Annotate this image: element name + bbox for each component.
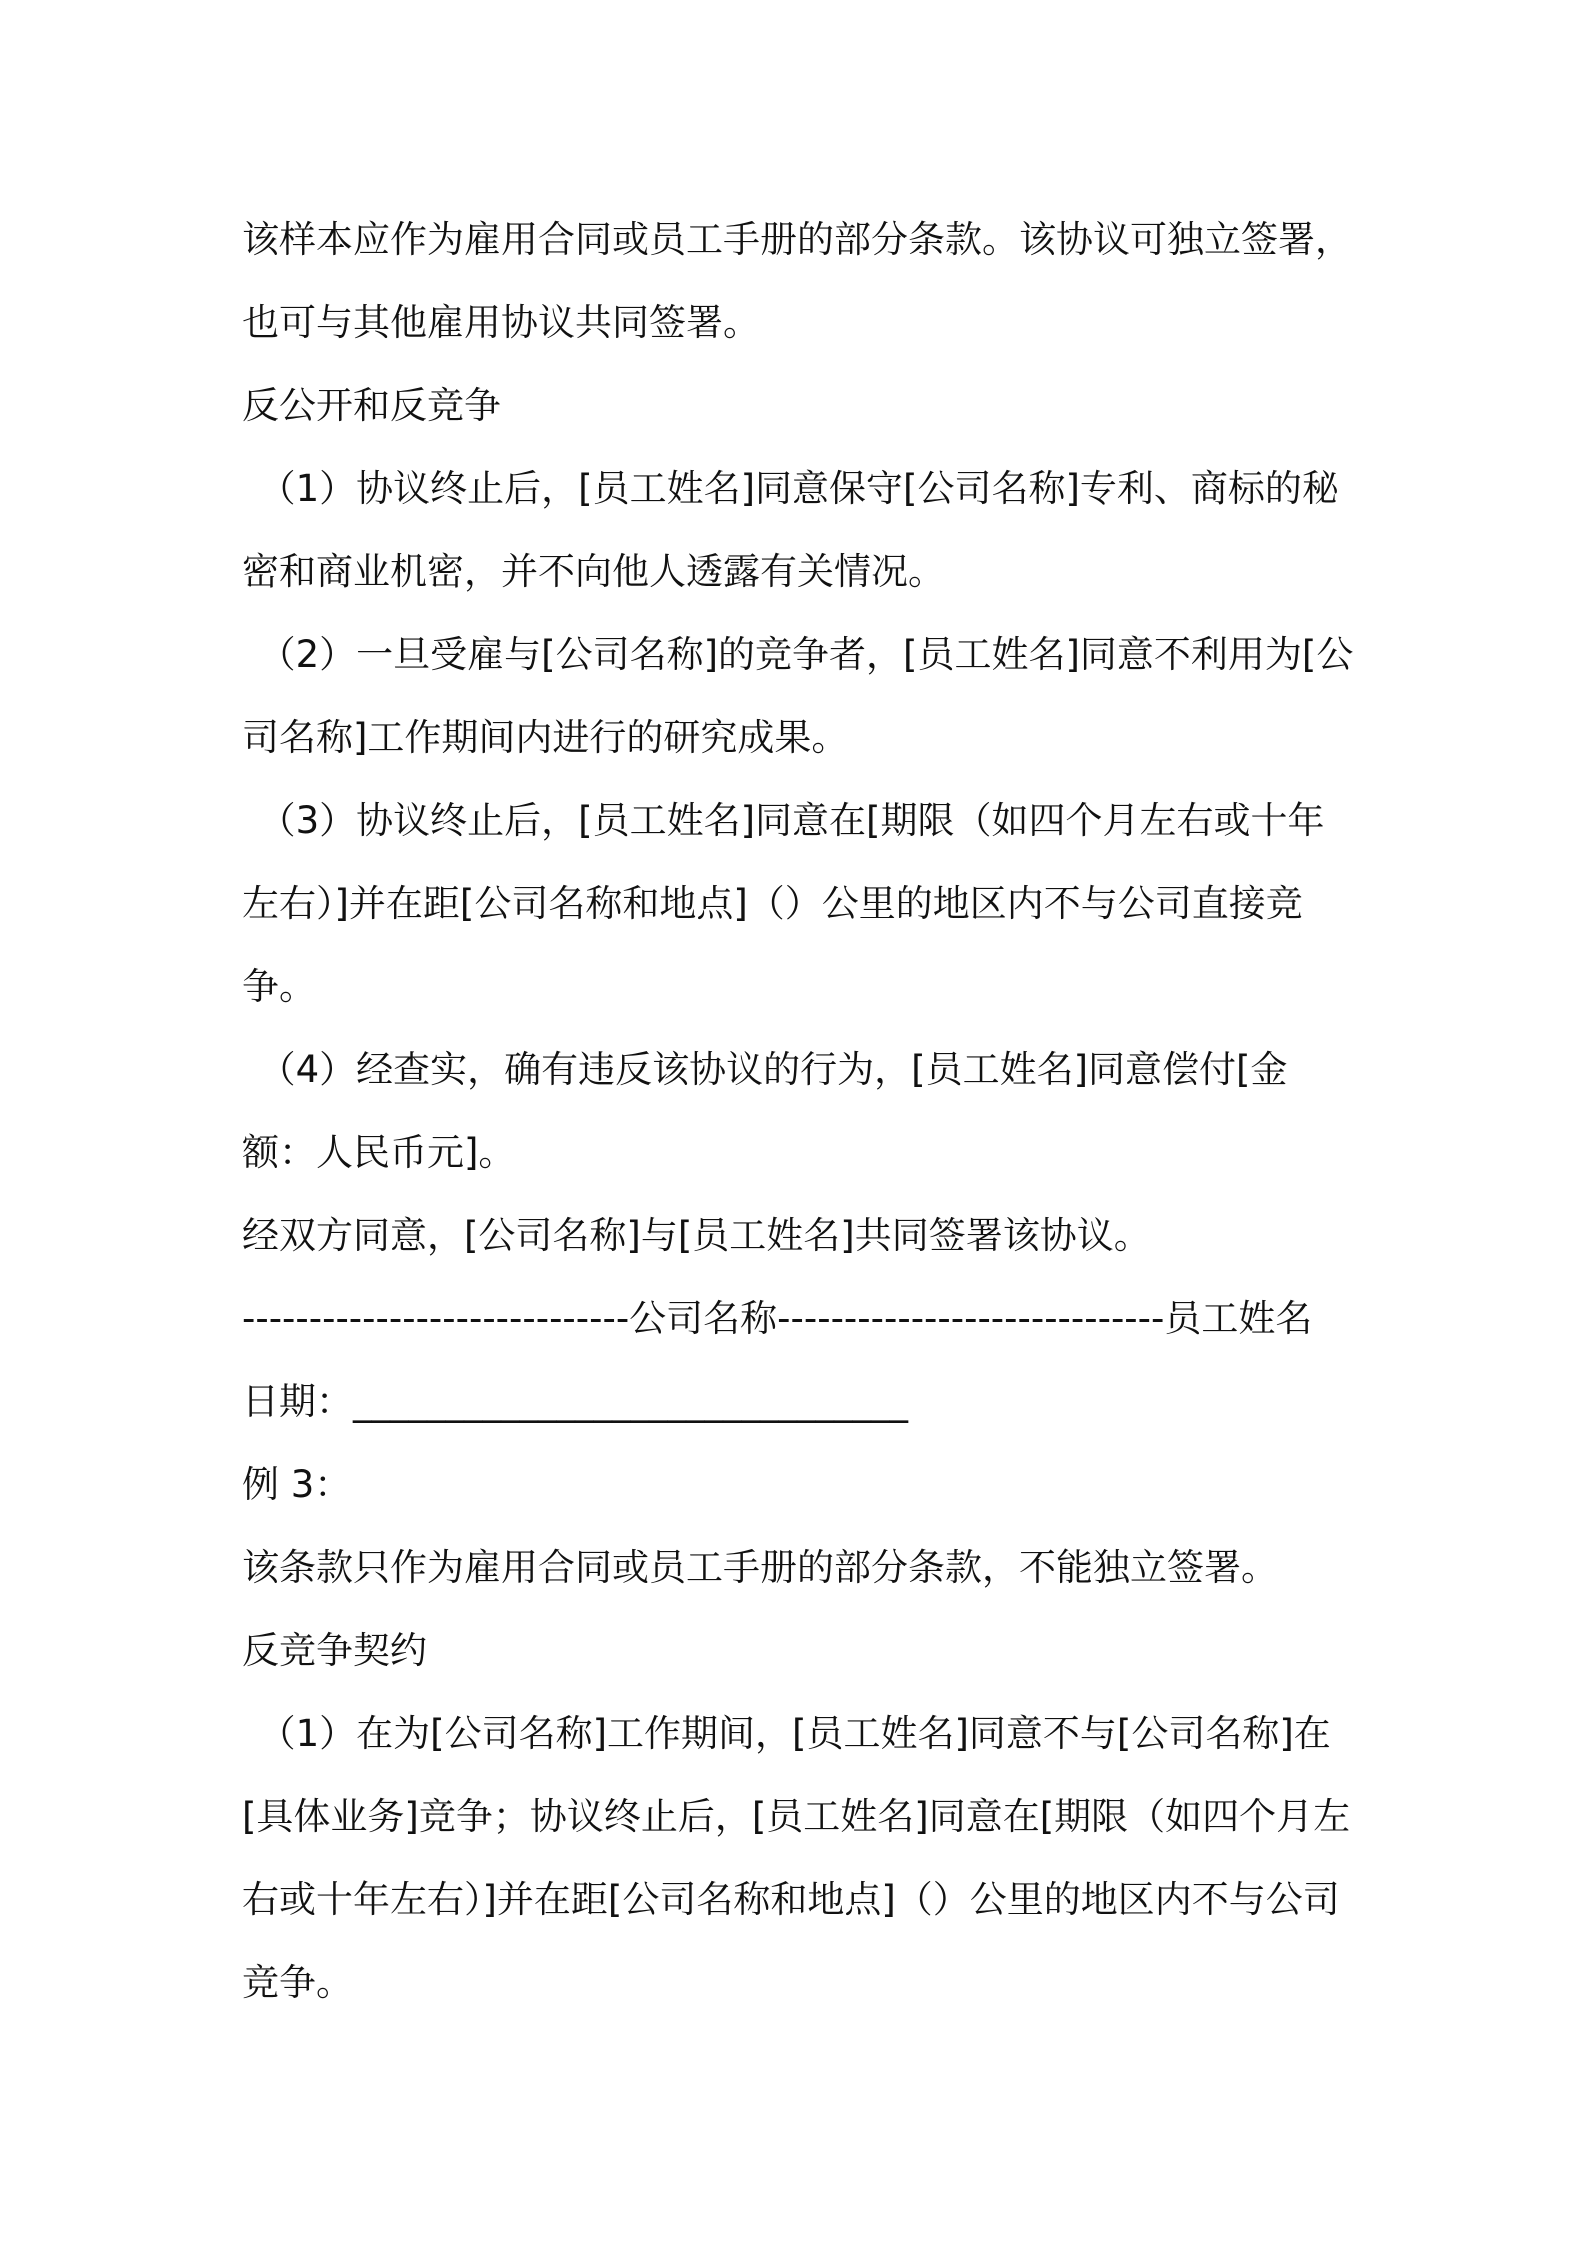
section-heading-non-compete: 反竞争契约 <box>242 1629 427 1672</box>
non-compete-clause-1: （1）在为[公司名称]工作期间，[员工姓名]同意不与[公司名称]在[具体业务]竞争；协议终止后，[员工姓名]同意在[期限（如四个月左右或十年左右）]并在距[公司名称和地点]（）公里的地区内不与公司竞争。 <box>242 1712 1351 2004</box>
example-intro-paragraph: 该条款只作为雇用合同或员工手册的部分条款，不能独立签署。 <box>242 1546 1278 1589</box>
clause-2: （2）一旦受雇与[公司名称]的竞争者，[员工姓名]同意不利用为[公司名称]工作期间内进行的研究成果。 <box>242 633 1354 759</box>
mutual-agreement-paragraph: 经双方同意，[公司名称]与[员工姓名]共同签署该协议。 <box>242 1214 1151 1257</box>
intro-paragraph: 该样本应作为雇用合同或员工手册的部分条款。该协议可独立签署，也可与其他雇用协议共同签署。 <box>242 218 1352 344</box>
document-body <box>242 198 1358 2024</box>
clause-3: （3）协议终止后，[员工姓名]同意在[期限（如四个月左右或十年左右）]并在距[公司名称和地点]（）公里的地区内不与公司直接竞争。 <box>242 799 1325 1008</box>
date-line: 日期：______________________________ <box>242 1380 908 1423</box>
clause-1: （1）协议终止后，[员工姓名]同意保守[公司名称]专利、商标的秘密和商业机密，并不向他人透露有关情况。 <box>242 467 1339 593</box>
example-heading: 例 3： <box>242 1463 352 1506</box>
section-heading-anti-disclosure: 反公开和反竞争 <box>242 384 501 427</box>
clause-4: （4）经查实，确有违反该协议的行为，[员工姓名]同意偿付[金额：人民币元]。 <box>242 1048 1288 1174</box>
signature-line: -----------------------------公司名称-----------------------------员工姓名 <box>242 1297 1313 1340</box>
